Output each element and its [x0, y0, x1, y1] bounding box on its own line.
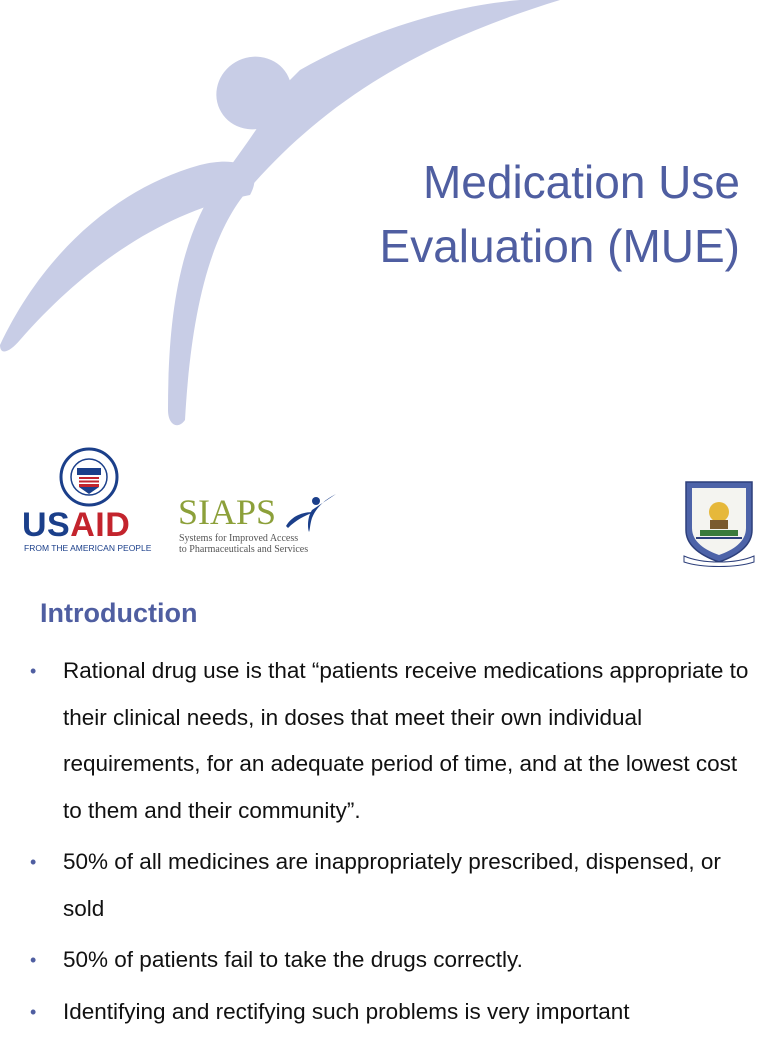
list-item [30, 937, 750, 984]
usaid-logo [22, 447, 162, 557]
bullet-icon: • [30, 950, 37, 970]
bullet-list [30, 648, 750, 1040]
bullet-icon: • [30, 661, 37, 681]
usaid-seal-icon [59, 447, 119, 507]
list-item [30, 839, 750, 932]
bullet-text: 50% of all medicines are inappropriately prescribed, dispensed, or sold [63, 849, 721, 921]
jimma-university-emblem-icon [682, 478, 756, 568]
siaps-subtitle-line-2: to Pharmaceuticals and Services [179, 544, 309, 555]
bullet-text: Rational drug use is that “patients receive medications appropriate to their clinical needs, in doses that meet their own individual requirements, for an adequate period of time, and at the lowest cost to them and their community”. [63, 658, 749, 823]
bullet-text: Identifying and rectifying such problems is very important [63, 998, 630, 1024]
usaid-wordmark [22, 507, 130, 543]
usaid-tagline: FROM THE AMERICAN PEOPLE [24, 543, 152, 553]
list-item [30, 648, 750, 834]
usaid-word-red: AID [70, 506, 131, 544]
title-line-1: Medication Use [422, 156, 740, 208]
section-heading: Introduction [40, 598, 198, 628]
title-line-2: Evaluation (MUE) [379, 220, 740, 272]
list-item [30, 989, 750, 1036]
siaps-subtitle [179, 533, 308, 555]
bullet-icon: • [30, 852, 37, 872]
siaps-logo [178, 492, 348, 557]
usaid-word-blue: US [22, 506, 71, 544]
siaps-wordmark: SIAPS [178, 492, 277, 532]
siaps-figure-icon [286, 492, 338, 534]
bullet-icon: • [30, 1001, 37, 1022]
bullet-text: 50% of patients fail to take the drugs correctly. [63, 947, 523, 972]
siaps-subtitle-line-1: Systems for Improved Access [179, 533, 299, 544]
slide-title [280, 150, 740, 278]
